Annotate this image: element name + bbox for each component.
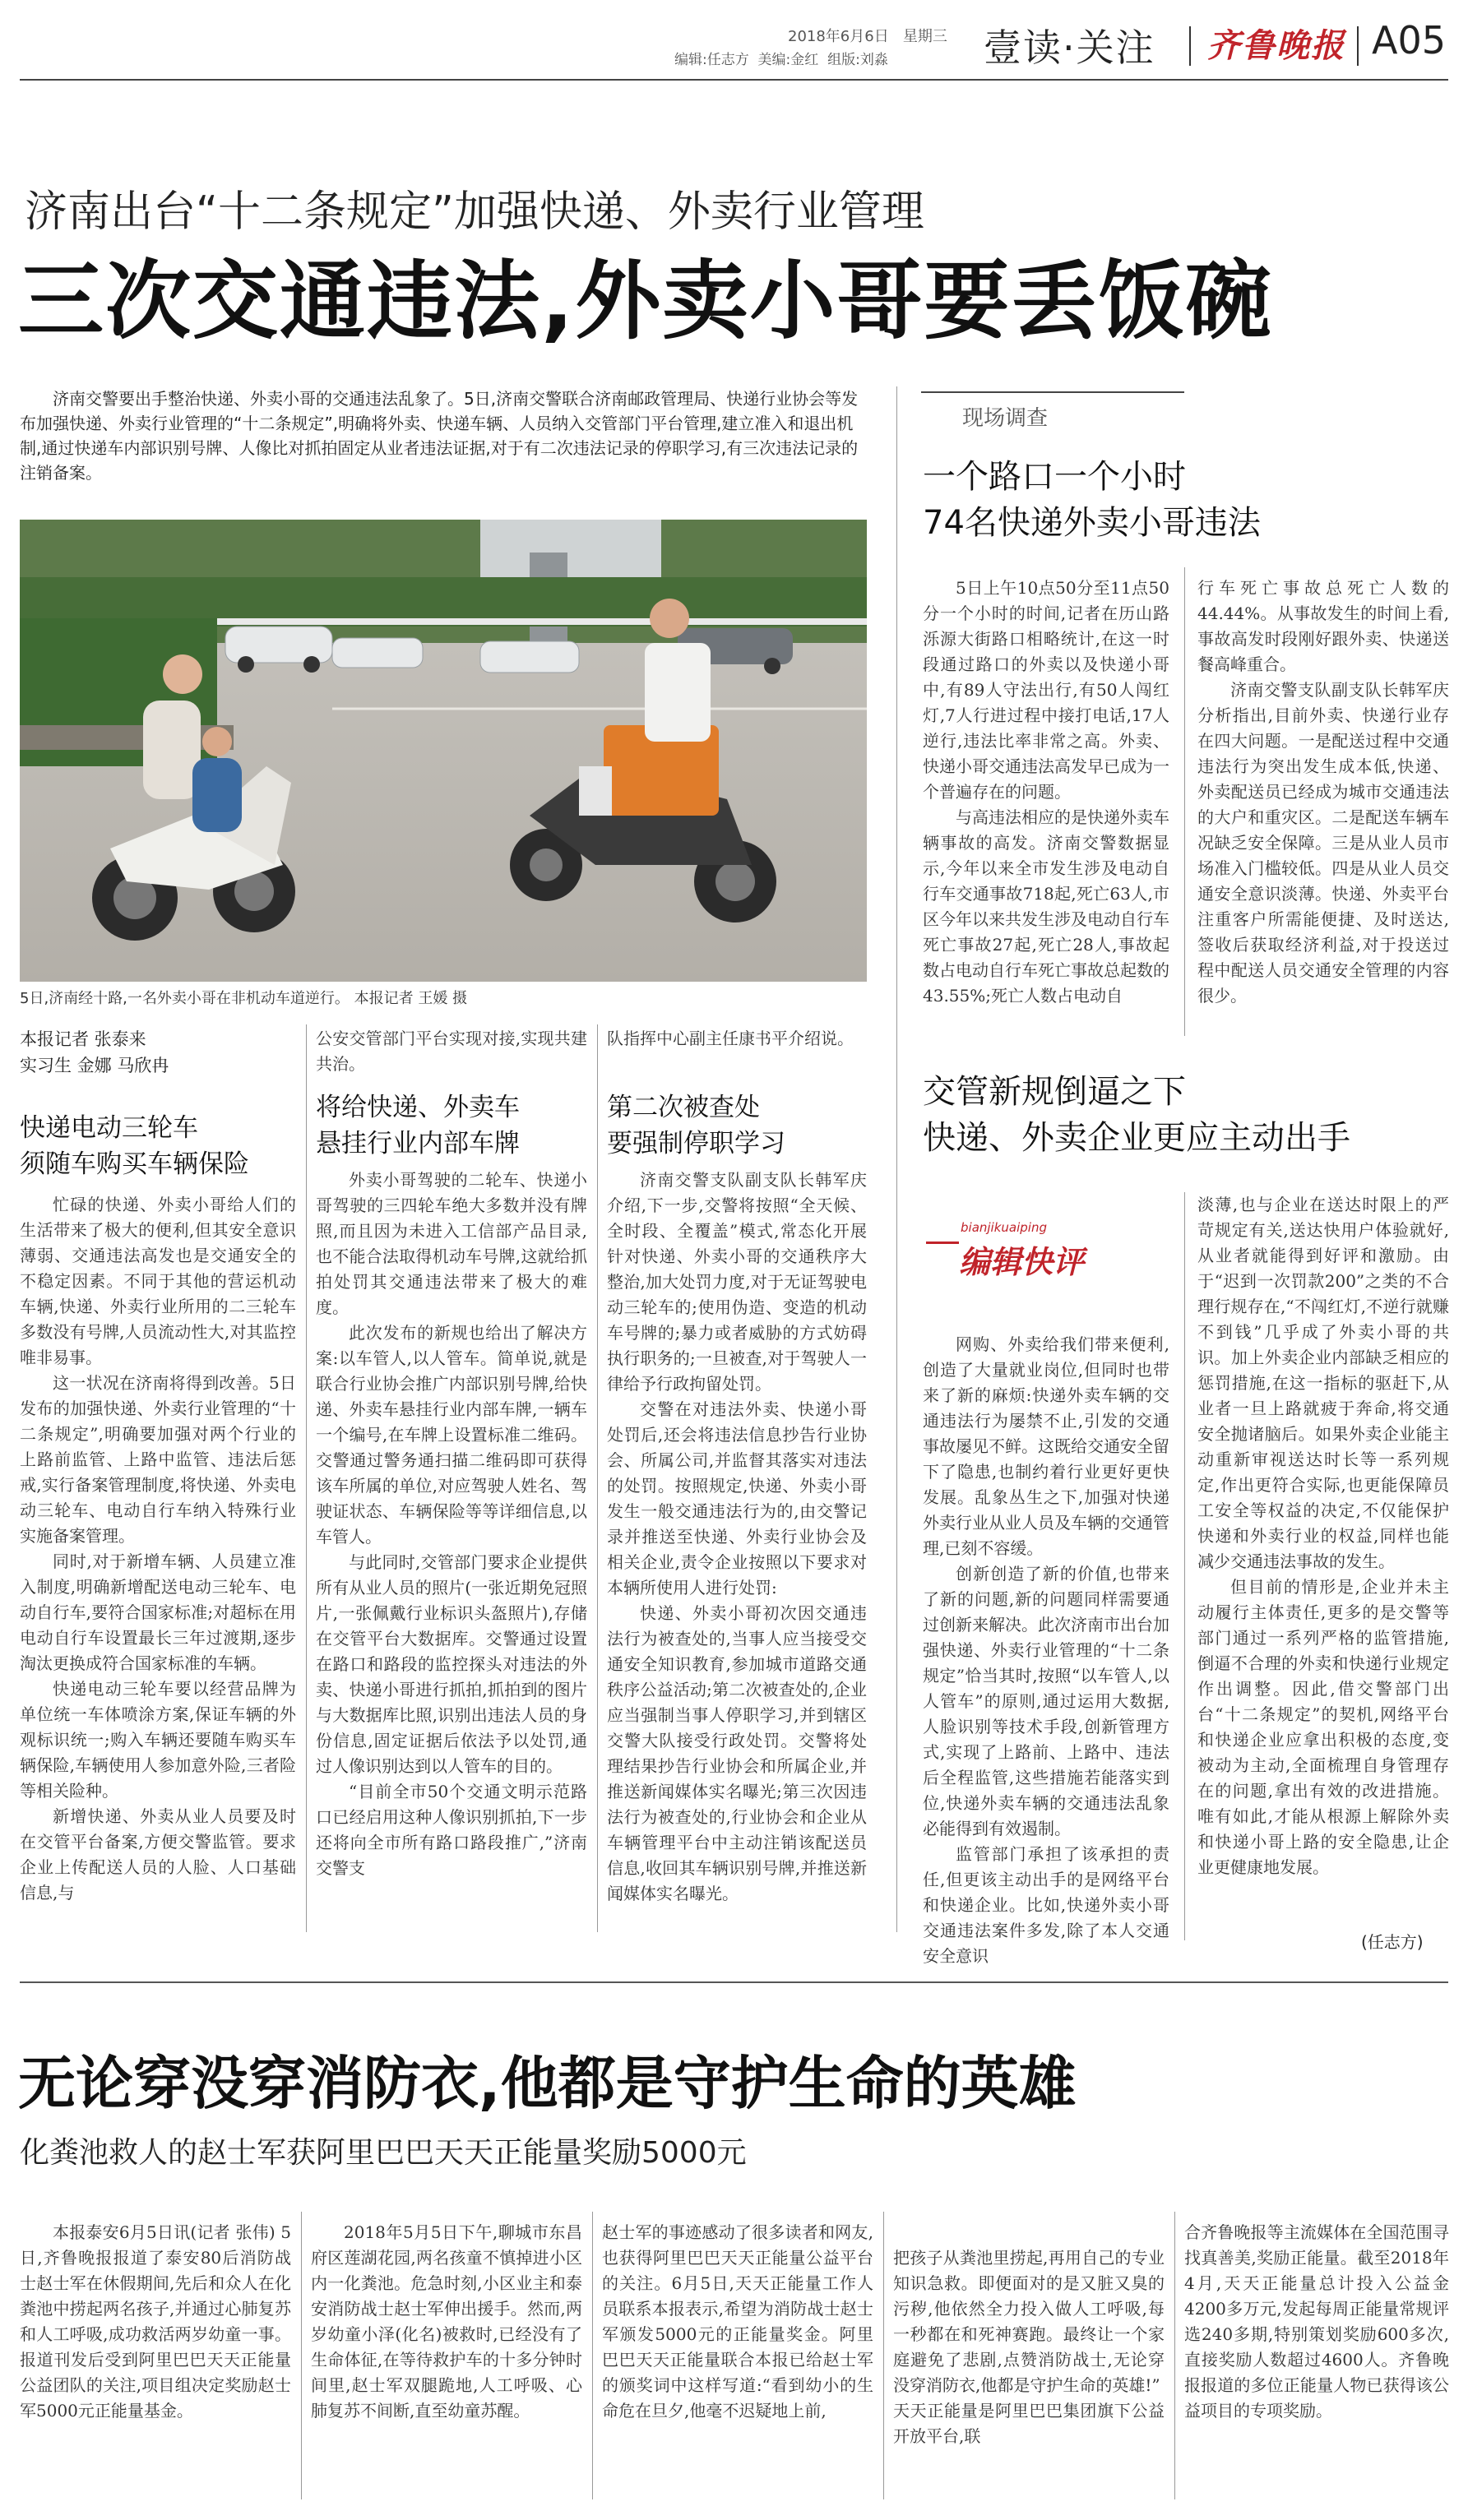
column-2-text: 外卖小哥驾驶的二轮车、快递小哥驾驶的三四轮车绝大多数并没有牌照,而且因为未进入工信部产品目录,也不能合法取得机动车号牌,这就给抓拍处罚其交通违法带来了极大的难度。 此次发布的新规也给出了解决方案:以车管人,以人管车。简单说,就是联合行业协会推广内部识别号牌,给快递、外卖车悬挂行业内部车牌,一辆车一个编号,在车牌上设置标准二维码。交警通过警务通扫描二维码即可获得该车所属的单位,对应驾驶人姓名、驾驶证状态、车辆保险等等详细信息,以车管人。 与此同时,交管部门要求企业提供所有从业人员的照片(一张近期免冠照片,一张佩戴行业标识头盔照片),存储在交管平台大数据库。交警通过设置在路口和路段的监控探头对违法的外卖、快递小哥进行抓拍,抓拍到的图片与大数据库比照,识别出违法人员的身份信息,固定证据后依法予以处罚,通过人像识别达到以人管车的目的。 “目前全市50个交通文明示范路口已经启用这种人像识别抓拍,下一步还将向全市所有路口路段推广,”济南交警支 xyxy=(316,1170,587,1878)
byline: 本报记者 张泰来 实习生 金娜 马欣冉 xyxy=(20,1029,169,1075)
section-rule xyxy=(20,1981,1448,1983)
column-rule xyxy=(592,2212,593,2499)
column-3-top: 队指挥中心副主任康书平介绍说。 xyxy=(607,1029,854,1048)
street-scene-photo xyxy=(20,520,867,982)
news-photo xyxy=(20,520,867,982)
column-rule xyxy=(306,1024,307,1932)
commentary-column-2: 淡薄,也与企业在送达时限上的严苛规定有关,送达快用户体验就好,从业者就能得到好评和激励。由于“迟到一次罚款200”之类的不合理行规存在,“不闯红灯,不逆行就赚不到钱”几乎成了外卖小哥的共识。加上外卖企业内部缺乏相应的惩罚措施,在这一指标的驱赶下,从业者一旦上路就疲于奔命,将交通安全抛诸脑后。如果外卖企业能主动重新审视送达时长等一系列规定,作出更符合实际,也更能保障员工安全等权益的决定,不仅能保护快递和外卖行业的权益,同样也能减少交通违法事故的发生。 但目前的情形是,企业并未主动履行主体责任,更多的是交警等部门通过一系列严格的监管措施,倒逼不合理的外卖和快递行业规定作出调整。因此,借交警部门出台“十二条规定”的契机,网络平台和快递企业应拿出积极的态度,变被动为主动,全面梳理自身管理存在的问题,拿出有效的改进措施。唯有如此,才能从根源上解除外卖和快递小哥上路的安全隐患,让企业更健康地发展。 xyxy=(1197,1195,1449,1877)
subhead-suspension: 第二次被查处 要强制停职学习 xyxy=(607,1093,785,1158)
hero-column-1: 本报泰安6月5日讯(记者 张伟) 5日,齐鲁晚报报道了泰安80后消防战士赵士军在休假期间,先后和众人在化粪池中捞起两名孩子,并通过心肺复苏和人工呼吸,成功救活两岁幼童一事。报道刊发后受到阿里巴巴天天正能量公益团队的关注,项目组决定奖励赵士军5000元正能量基金。 xyxy=(20,2222,291,2421)
commentary-column-1: 网购、外卖给我们带来便利,创造了大量就业岗位,但同时也带来了新的麻烦:快递外卖车辆的交通违法行为屡禁不止,引发的交通事故屡见不鲜。这既给交通安全留下了隐患,也制约着行业更好更快发展。乱象丛生之下,加强对快递外卖行业从业人员及车辆的交通管理,已刻不容缓。 创新创造了新的价值,也带来了新的问题,新的问题同样需要通过创新来解决。此次济南市出台加强快递、外卖行业管理的“十二条规定”恰当其时,按照“以车管人,以人管车”的原则,通过运用大数据,人脸识别等技术手段,创新管理方式,实现了上路前、上路中、违法后全程监管,这些措施若能落实到位,快递外卖车辆的交通违法乱象必能得到有效遏制。 监管部门承担了该承担的责任,但更该主动出手的是网络平台和快递企业。比如,快递外卖小哥交通违法案件多发,除了本人交通安全意识 xyxy=(923,1334,1169,1966)
commentary-headline: 交管新规倒逼之下 快递、外卖企业更应主动出手 xyxy=(923,1073,1350,1157)
tag-editor-comment: 编辑快评 xyxy=(959,1244,1085,1280)
column-rule xyxy=(1184,567,1185,1036)
lead-paragraph: 济南交警要出手整治快递、外卖小哥的交通违法乱象了。5日,济南交警联合济南邮政管理局、快递行业协会等发布加强快递、外卖行业管理的“十二条规定”,明确将外卖、快递车辆、人员纳入交管部门平台管理,建立准入和退出机制,通过快递车内部识别号牌、人像比对抓拍固定从业者违法证据,对于有二次违法记录的停职学习,有三次违法记录的注销备案。 xyxy=(20,389,859,483)
column-rule xyxy=(301,2212,302,2499)
tag-pinyin: bianjikuaiping xyxy=(961,1220,1047,1235)
column-rule xyxy=(1174,2212,1175,2499)
lead-headline: 三次交通违法,外卖小哥要丢饭碗 xyxy=(18,251,1273,351)
column-rule xyxy=(597,1024,598,1932)
header-divider xyxy=(1357,26,1359,66)
commentary-author: (任志方) xyxy=(1361,1932,1424,1952)
column-1-text: 忙碌的快递、外卖小哥给人们的生活带来了极大的便利,但其安全意识薄弱、交通违法高发也是交通安全的不稳定因素。不同于其他的营运机动车辆,快递、外卖行业所用的二三轮车多数没有号牌,人员流动性大,对其监控唯非易事。 这一状况在济南将得到改善。5日发布的加强快递、外卖行业管理的“十二条规定”,明确要加强对两个行业的上路前监管、上路中监管、违法后惩戒,实行备案管理制度,将快递、外卖电动三轮车、电动自行车纳入特殊行业实施备案管理。 同时,对于新增车辆、人员建立准入制度,明确新增配送电动三轮车、电动自行车,要符合国家标准;对超标在用电动自行车设置最长三年过渡期,逐步淘汰更换成符合国家标准的车辆。 快递电动三轮车要以经营品牌为单位统一车体喷涂方案,保证车辆的外观标识统一;购入车辆还要随车购买车辆保险,车辆使用人参加意外险,三者险等相关险种。 新增快递、外卖从业人员要及时在交管平台备案,方便交警监管。要求企业上传配送人员的人脸、人口基础信息,与 xyxy=(20,1195,296,1903)
scene-headline: 一个路口一个小时 74名快递外卖小哥违法 xyxy=(923,458,1261,542)
tag-rule xyxy=(921,391,1184,428)
tag-accent xyxy=(926,1242,959,1244)
column-rule xyxy=(1184,1192,1185,1940)
hero-column-2: 2018年5月5日下午,聊城市东昌府区莲湖花园,两名孩童不慎掉进小区内一化粪池。危急时刻,小区业主和泰安消防战士赵士军伸出援手。然而,两岁幼童小泽(化名)被救时,已经没有了生命体征,在等待救护车的十多分钟时间里,赵士军双腿跪地,人工呼吸、心肺复苏不间断,直至幼童苏醒。 xyxy=(311,2222,582,2421)
scene-column-1: 5日上午10点50分至11点50分一个小时的时间,记者在历山路泺源大街路口相略统计,在这一时段通过路口的外卖以及快递小哥中,有89人守法出行,有50人闯红灯,7人行进过程中接打电话,17人逆行,违法比率非常之高。外卖、快递小哥交通违法高发早已成为一个普遍存在的问题。 与高违法相应的是快递外卖车辆事故的高发。济南交警数据显示,今年以来全市发生涉及电动自行车交通事故718起,死亡63人,市区今年以来共发生涉及电动自行车死亡事故27起,死亡28人,事故起数占电动自行车死亡事故总起数的43.55%;死亡人数占电动自 xyxy=(923,578,1169,1006)
tag-scene-report: 现场调查 xyxy=(962,406,1049,431)
column-2-top: 公安交管部门平台实现对接,实现共建共治。 xyxy=(316,1029,587,1074)
staff-line: 编辑:任志方 美编:金红 组版:刘淼 xyxy=(674,52,888,68)
hero-column-5: 合齐鲁晚报等主流媒体在全国范围寻找真善美,奖励正能量。截至2018年4月,天天正能量总计投入公益金4200多万元,发起每周正能量常规评选240多期,特别策划奖励600多次,直接奖励人数超过4600人。齐鲁晚报报道的多位正能量人物已获得该公益项目的专项奖励。 xyxy=(1184,2222,1449,2421)
subhead-plate: 将给快递、外卖车 悬挂行业内部车牌 xyxy=(316,1093,520,1158)
photo-caption: 5日,济南经十路,一名外卖小哥在非机动车道逆行。 本报记者 王媛 摄 xyxy=(20,990,468,1007)
scene-column-2: 行车死亡事故总死亡人数的44.44%。从事故发生的时间上看,事故高发时段刚好跟外卖、快递送餐高峰重合。 济南交警支队副支队长韩军庆分析指出,目前外卖、快递行业存在四大问题。一是配送过程中交通违法行为突出发生成本低,快递、外卖配送员已经成为城市交通违法的大户和重灾区。二是配送车辆车况缺乏安全保障。三是从业人员市场准入门槛较低。四是从业人员交通安全意识淡薄。快递、外卖平台注重客户所需能便捷、及时送达,签收后获取经济利益,对于投送过程中配送人员交通安全管理的内容很少。 xyxy=(1197,578,1449,1006)
lead-kicker: 济南出台“十二条规定”加强快递、外卖行业管理 xyxy=(25,187,924,237)
page-number: A05 xyxy=(1372,18,1447,62)
column-rule xyxy=(883,2212,884,2499)
hero-column-3: 赵士军的事迹感动了很多读者和网友,也获得阿里巴巴天天正能量公益平台的关注。6月5日,天天正能量工作人员联系本报表示,希望为消防战士赵士军颁发5000元的正能量奖金。阿里巴巴天天正能量联合本报已给赵士军的颁奖词中这样写道:“看到幼小的生命危在旦夕,他毫不迟疑地上前, xyxy=(602,2222,873,2421)
section-title: 壹读·关注 xyxy=(984,25,1155,70)
date-line: 2018年6月6日 星期三 xyxy=(788,28,947,45)
column-rule xyxy=(896,386,897,1932)
column-3-text: 济南交警支队副支队长韩军庆介绍,下一步,交警将按照“全天候、全时段、全覆盖”模式,常态化开展针对快递、外卖小哥的交通秩序大整治,加大处罚力度,对于无证驾驶电动三轮车的;使用伪造、变造的机动车号牌的;暴力或者威胁的方式妨碍执行职务的;一旦被查,对于驾驶人一律给予行政拘留处罚。 交警在对违法外卖、快递小哥处罚后,还会将违法信息抄告行业协会、所属公司,并监督其落实对违法的处罚。按照规定,快递、外卖小哥发生一般交通违法行为的,由交警记录并推送至快递、外卖行业协会及相关企业,责令企业按照以下要求对本辆所使用人进行处罚: 快递、外卖小哥初次因交通违法行为被查处的,当事人应当接受交通安全知识教育,参加城市道路交通秩序公益活动;第二次被查处的,企业应当强制当事人停职学习,并到辖区交警大队接受行政处罚。交警将处理结果抄告行业协会和所属企业,并推送新闻媒体实名曝光;第三次因违法行为被查处的,行业协会和企业从车辆管理平台中主动注销该配送员信息,收回其车辆识别号牌,并推送新闻媒体实名曝光。 xyxy=(607,1170,867,1903)
header-divider xyxy=(1189,26,1191,66)
hero-subheadline: 化粪池救人的赵士军获阿里巴巴天天正能量奖励5000元 xyxy=(20,2136,747,2170)
editor-comment-tag xyxy=(926,1217,1123,1299)
header-rule xyxy=(20,79,1448,81)
newspaper-logo: 齐鲁晚报 xyxy=(1207,26,1345,65)
subhead-insurance: 快递电动三轮车 须随车购买车辆保险 xyxy=(20,1113,249,1179)
hero-column-4: 把孩子从粪池里捞起,再用自己的专业知识急救。即便面对的是又脏又臭的污秽,他依然全力投入做人工呼吸,每一秒都在和死神赛跑。最终让一个家庭避免了悲剧,点赞消防战士,无论穿没穿消防衣,他都是守护生命的英雄!” 天天正能量是阿里巴巴集团旗下公益开放平台,联 xyxy=(893,2248,1165,2446)
hero-headline: 无论穿没穿消防衣,他都是守护生命的英雄 xyxy=(18,2050,1077,2117)
